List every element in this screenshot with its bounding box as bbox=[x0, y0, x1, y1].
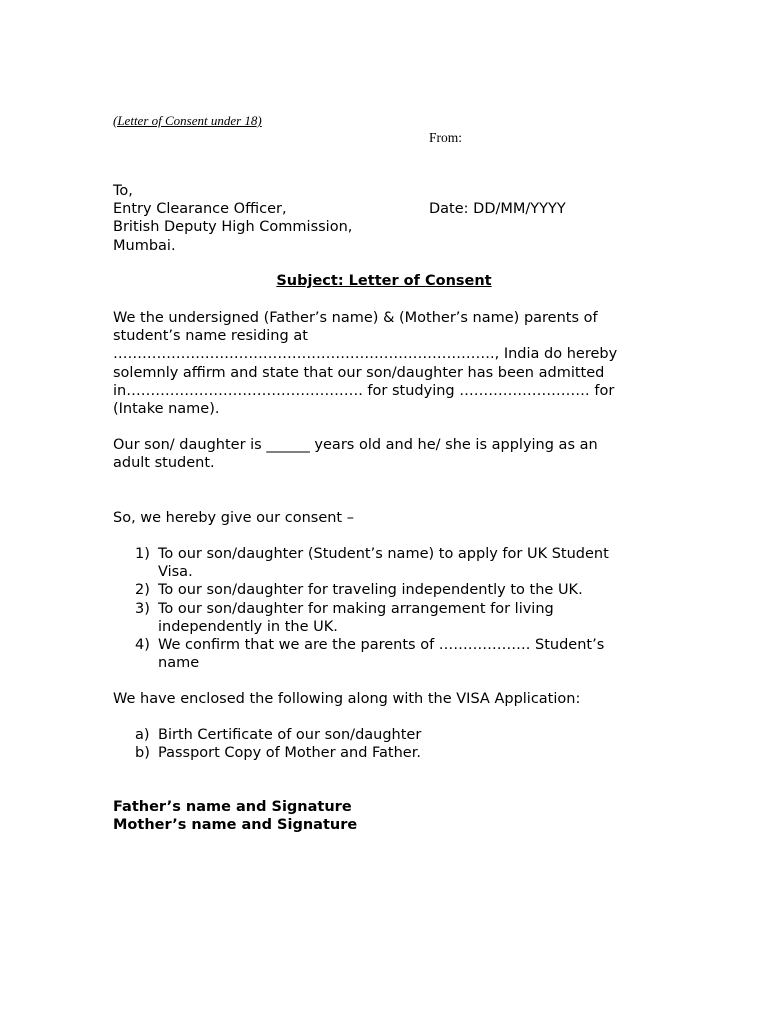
paragraph-line: Our son/ daughter is ______ years old and he/ she is applying as an bbox=[113, 437, 598, 453]
recipient-line: Entry Clearance Officer, bbox=[113, 201, 287, 218]
list-item bbox=[113, 744, 421, 762]
list-item bbox=[113, 636, 609, 672]
list-item-text: We confirm that we are the parents of ………………. Student’s bbox=[158, 637, 605, 654]
list-marker: b) bbox=[135, 745, 150, 762]
list-item-text: To our son/daughter for traveling independently to the UK. bbox=[158, 582, 583, 599]
consent-intro bbox=[113, 509, 673, 527]
header-note: (Letter of Consent under 18) bbox=[113, 113, 262, 128]
list-item bbox=[113, 581, 609, 599]
list-marker: 1) bbox=[135, 546, 150, 562]
signature-block bbox=[113, 798, 357, 834]
list-item bbox=[113, 545, 609, 581]
body-paragraph-1 bbox=[113, 309, 673, 418]
consent-list bbox=[113, 545, 609, 672]
paragraph-line: (Intake name). bbox=[113, 401, 220, 418]
paragraph-line: We the undersigned (Father’s name) & (Mother’s name) parents of bbox=[113, 310, 598, 326]
list-item bbox=[113, 726, 421, 744]
paragraph-line: adult student. bbox=[113, 455, 215, 472]
list-item-text: Birth Certificate of our son/daughter bbox=[158, 727, 422, 743]
body-paragraph-2 bbox=[113, 436, 673, 472]
recipient-line: To, bbox=[113, 183, 133, 199]
paragraph-line: So, we hereby give our consent – bbox=[113, 510, 354, 526]
paragraph-line: We have enclosed the following along with the VISA Application: bbox=[113, 691, 581, 707]
list-item bbox=[113, 600, 609, 636]
date-field: Date: DD/MM/YYYY bbox=[429, 201, 566, 217]
list-item-text: independently in the UK. bbox=[158, 618, 338, 635]
recipient-address bbox=[113, 182, 352, 255]
list-item-text: Visa. bbox=[158, 564, 193, 581]
list-marker: 2) bbox=[135, 582, 150, 599]
paragraph-line: ……………………………………………………………………., India do hereby bbox=[113, 346, 618, 363]
enclosed-intro bbox=[113, 690, 673, 708]
list-marker: 3) bbox=[135, 600, 150, 617]
paragraph-line: solemnly affirm and state that our son/daughter has been admitted bbox=[113, 364, 605, 381]
paragraph-line: in…………………………………………. for studying ……………………… for bbox=[113, 382, 615, 399]
mother-signature-label: Mother’s name and Signature bbox=[113, 817, 358, 834]
list-item-text: name bbox=[158, 655, 200, 672]
from-label: From: bbox=[429, 130, 463, 145]
list-marker: 4) bbox=[135, 637, 150, 654]
recipient-line: Mumbai. bbox=[113, 237, 176, 254]
list-item-text: Passport Copy of Mother and Father. bbox=[158, 745, 421, 762]
father-signature-label: Father’s name and Signature bbox=[113, 799, 352, 815]
list-item-text: To our son/daughter (Student’s name) to apply for UK Student bbox=[158, 546, 609, 562]
subject-line bbox=[0, 272, 768, 290]
list-marker: a) bbox=[135, 727, 150, 743]
paragraph-line: student’s name residing at bbox=[113, 328, 308, 345]
subject-text: Subject: Letter of Consent bbox=[276, 273, 492, 289]
list-item-text: To our son/daughter for making arrangement for living bbox=[158, 600, 554, 617]
enclosed-list bbox=[113, 726, 421, 762]
recipient-line: British Deputy High Commission, bbox=[113, 219, 353, 236]
